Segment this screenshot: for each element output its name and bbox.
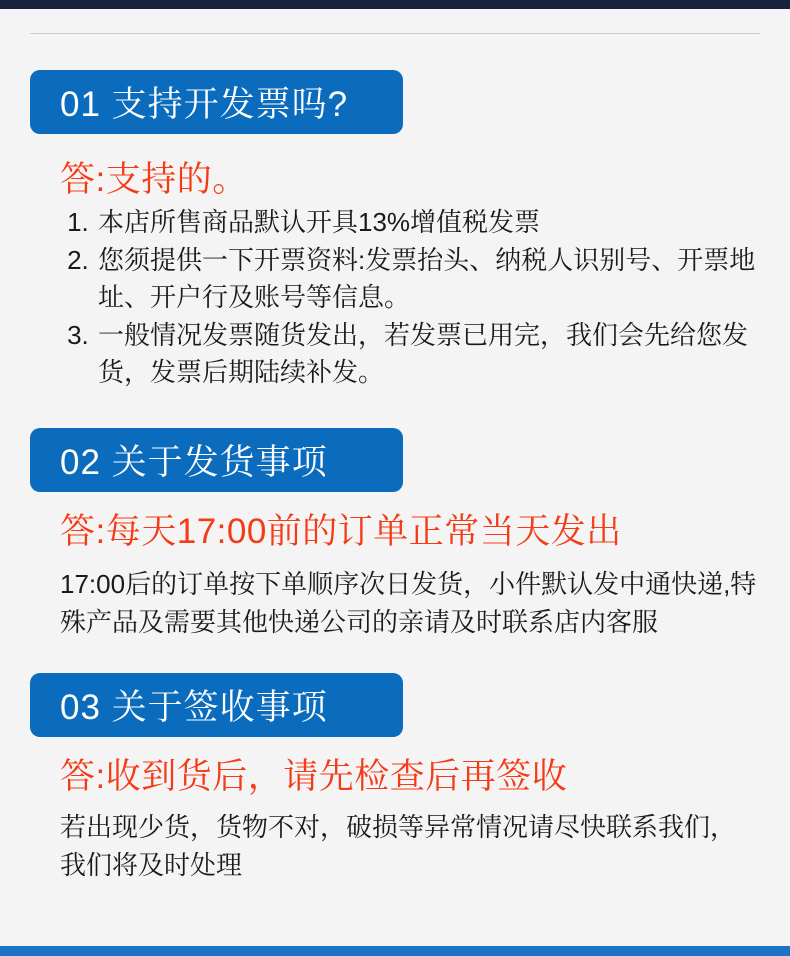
faq-answer-01: 答:支持的。 xyxy=(60,160,248,199)
faq-badge-03-label: 03 关于签收事项 xyxy=(60,688,328,727)
faq-answer-02: 答:每天17:00前的订单正常当天发出 xyxy=(60,512,622,551)
faq-answer-03: 答:收到货后，请先检查后再签收 xyxy=(60,757,568,796)
faq-badge-01-label: 01 支持开发票吗? xyxy=(60,85,349,124)
section-divider-line xyxy=(30,33,760,34)
faq-01-list-item: 1. 本店所售商品默认开具13%增值税发票 xyxy=(96,204,790,242)
faq-02-body: 17:00后的订单按下单顺序次日发货，小件默认发中通快递,特殊产品及需要其他快递公司的亲请及时联系店内客服 xyxy=(60,569,757,637)
faq-01-list-item: 3. 一般情况发票随货发出，若发票已用完，我们会先给您发货，发票后期陆续补发。 xyxy=(96,317,790,392)
faq-01-list-item: 2. 您须提供一下开票资料:发票抬头、纳税人识别号、开票地址、开户行及账号等信息。 xyxy=(96,242,790,317)
faq-badge-02-label: 02 关于发货事项 xyxy=(60,443,328,482)
faq-badge-02 xyxy=(30,428,403,492)
faq-badge-03 xyxy=(30,673,403,737)
faq-03-body: 若出现少货，货物不对，破损等异常情况请尽快联系我们，我们将及时处理 xyxy=(60,812,737,880)
faq-01-list xyxy=(60,204,790,392)
top-edge-strip xyxy=(0,0,790,9)
faq-badge-01 xyxy=(30,70,403,134)
bottom-edge-strip xyxy=(0,946,790,956)
